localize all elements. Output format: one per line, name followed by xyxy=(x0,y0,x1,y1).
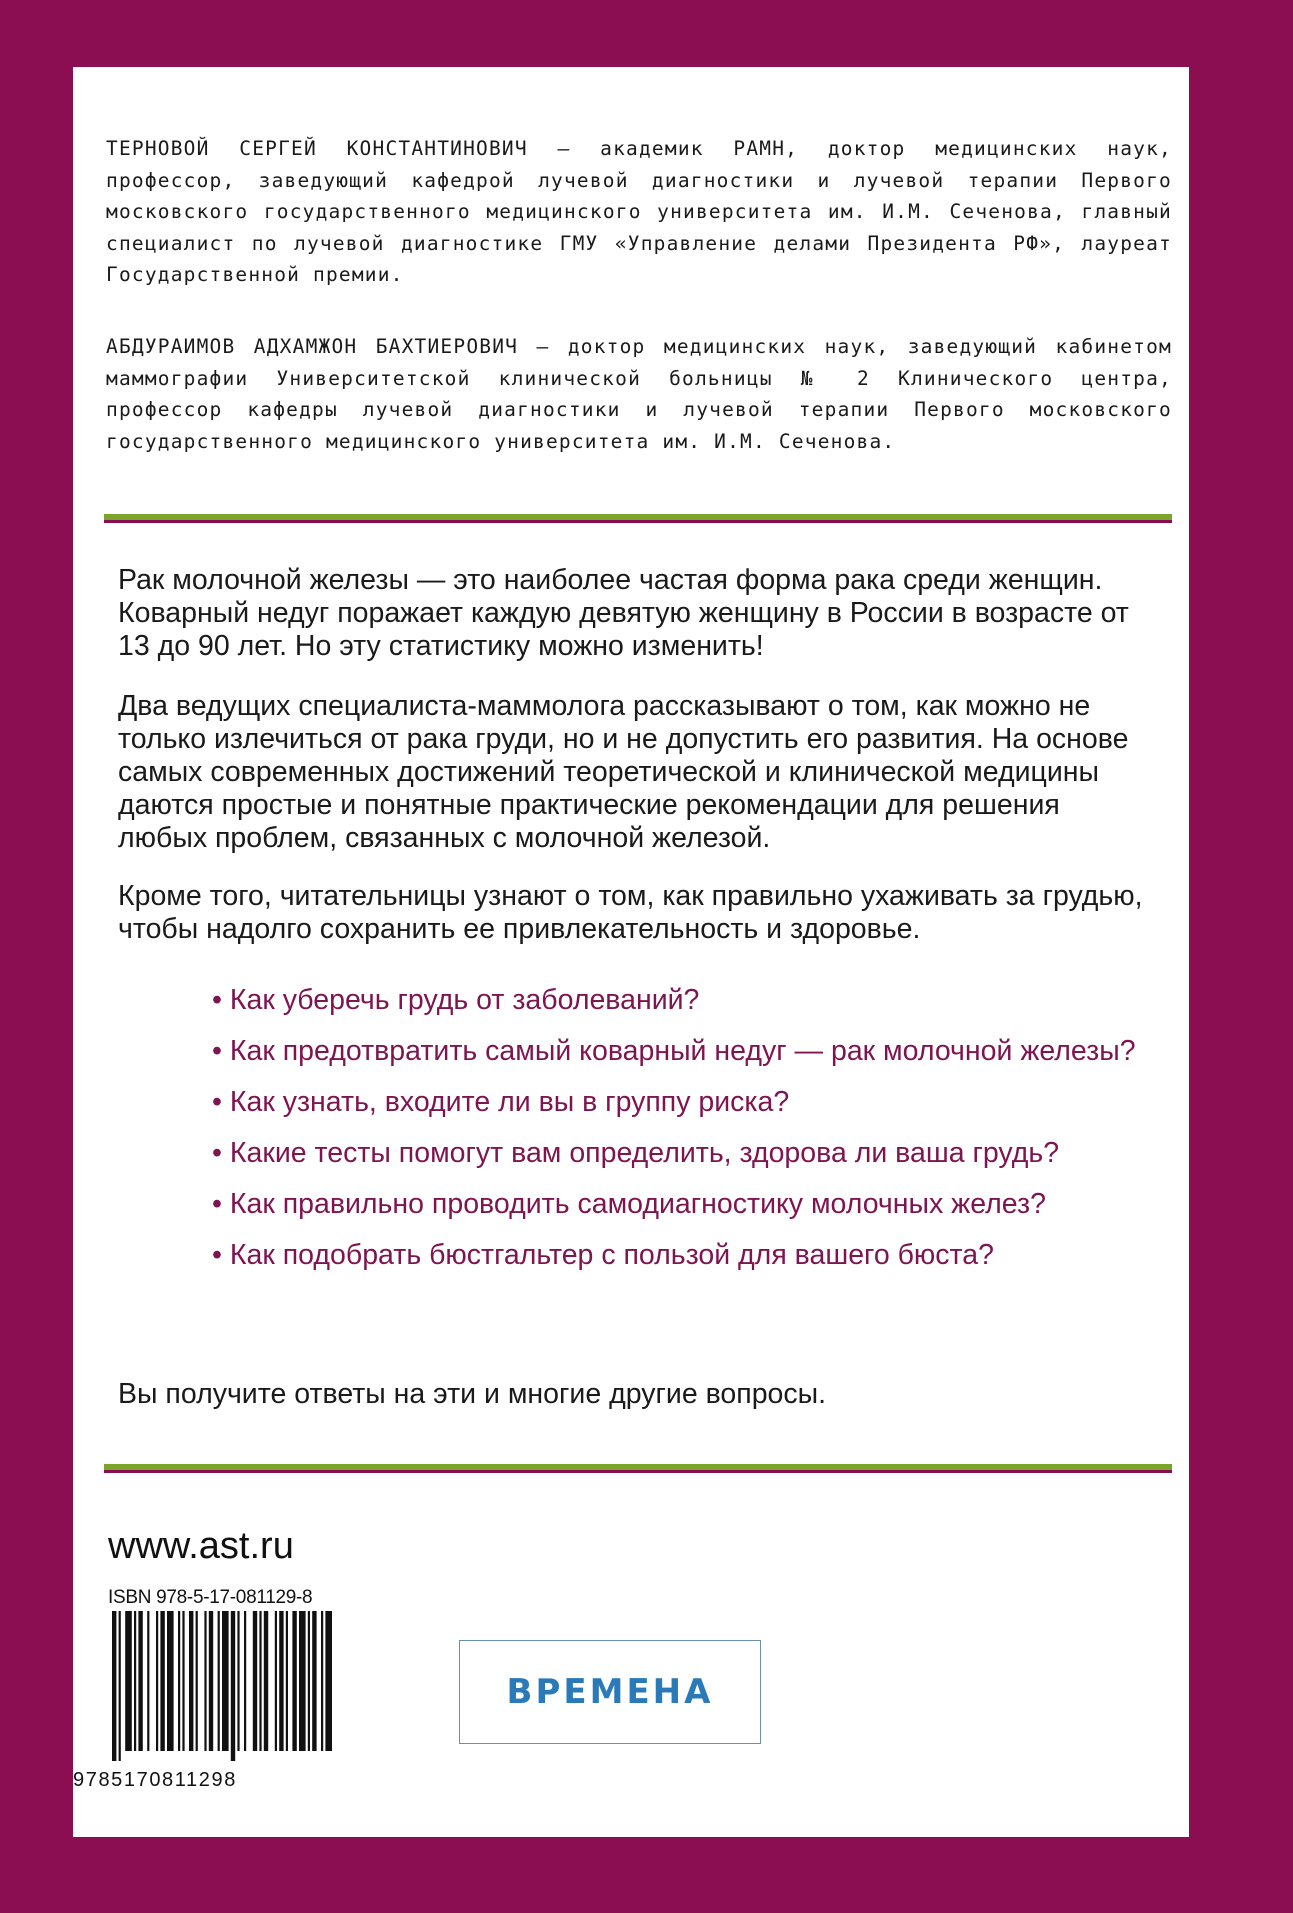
barcode-bar xyxy=(253,1611,257,1751)
isbn-number: ISBN 978-5-17-081129-8 xyxy=(108,1587,313,1608)
question-item: • Как подобрать бюстгальтер с пользой для вашего бюста? xyxy=(212,1239,994,1271)
barcode-bar xyxy=(299,1611,306,1751)
website-url: www.ast.ru xyxy=(108,1525,294,1567)
barcode-bar xyxy=(308,1611,310,1751)
barcode-bar xyxy=(218,1611,220,1751)
barcode-bar xyxy=(279,1611,283,1751)
barcode-bar xyxy=(231,1611,235,1761)
barcode-bar xyxy=(156,1611,158,1751)
barcode-bar xyxy=(112,1611,116,1761)
barcode-bar xyxy=(204,1611,206,1751)
description-paragraph-1: Рак молочной железы — это наиболее частая форма рака среди женщин. Коварный недуг поражает каждую девятую женщину в России в возрасте от 13 до 90 лет. Но эту статистику можно изменить! xyxy=(118,564,1129,662)
barcode-bar xyxy=(259,1611,261,1751)
barcode-bar xyxy=(222,1611,229,1751)
barcode-bar xyxy=(196,1611,198,1751)
barcode-bar xyxy=(286,1611,288,1751)
barcode-bar xyxy=(325,1611,332,1751)
barcode-bar xyxy=(147,1611,149,1751)
barcode-bar xyxy=(312,1611,316,1751)
barcode-bar xyxy=(134,1611,136,1751)
publisher-logo xyxy=(459,1640,761,1744)
barcode-bar xyxy=(237,1611,239,1751)
publisher-name: ВРЕМЕНА xyxy=(506,1672,714,1712)
question-item: • Как узнать, входите ли вы в группу риска? xyxy=(212,1086,790,1118)
description-paragraph-2: Два ведущих специалиста-маммолога рассказывают о том, как можно не только излечиться от рака груди, но и не допустить его развития. На основе самых современных достижений теоретической и клинической медицины даются простые и понятные практические рекомендации для решения любых проблем, связанных с молочной железой. xyxy=(118,690,1129,854)
barcode-bar xyxy=(182,1611,184,1751)
barcode-icon xyxy=(104,1611,344,1761)
question-item: • Как предотвратить самый коварный недуг — рак молочной железы? xyxy=(212,1035,1136,1067)
barcode-bar xyxy=(167,1611,174,1751)
question-item: • Как правильно проводить самодиагностику молочных желез? xyxy=(212,1188,1046,1220)
author-bio-ternovoy: ТЕРНОВОЙ СЕРГЕЙ КОНСТАНТИНОВИЧ — академик РАМН, доктор медицинских наук, профессор, заведующий кафедрой лучевой диагностики и лучевой терапии Первого московского государственного медицинского университета им. И.М. Сеченова, главный специалист по лучевой диагностике ГМУ «Управление делами Президента РФ», лауреат Государственной премии. xyxy=(106,137,1172,286)
barcode-bar xyxy=(244,1611,246,1751)
barcode-bar xyxy=(209,1611,213,1751)
barcode-bar xyxy=(189,1611,193,1751)
barcode-bar xyxy=(178,1611,180,1751)
barcode-bar xyxy=(125,1611,132,1751)
question-item: • Как уберечь грудь от заболеваний? xyxy=(212,984,700,1016)
barcode-bar xyxy=(138,1611,142,1751)
back-cover-page xyxy=(73,67,1189,1837)
closing-text: Вы получите ответы на эти и многие другие вопросы. xyxy=(118,1378,827,1410)
barcode-bar xyxy=(160,1611,164,1751)
barcode-bar xyxy=(292,1611,296,1751)
barcode-bar xyxy=(264,1611,268,1751)
author-bio-abduraimov: АБДУРАИМОВ АДХАМЖОН БАХТИЕРОВИЧ — доктор медицинских наук, заведующий кабинетом маммографии Университетской клинической больницы № 2 Клинического центра, профессор кафедры лучевой диагностики и лучевой терапии Первого московского государственного медицинского университета им. И.М. Сеченова. xyxy=(106,335,1172,453)
barcode-bar xyxy=(321,1611,323,1751)
barcode-bar xyxy=(119,1611,121,1761)
description-paragraph-3: Кроме того, читательницы узнают о том, как правильно ухаживать за грудью, чтобы надолго сохранить ее привлекательность и здоровье. xyxy=(118,880,1143,945)
question-list xyxy=(212,984,1152,1290)
divider-top xyxy=(104,514,1172,523)
barcode-bar xyxy=(275,1611,277,1751)
barcode-digits: 9785170811298 xyxy=(73,1769,237,1791)
divider-bottom xyxy=(104,1464,1172,1473)
question-item: • Какие тесты помогут вам определить, здорова ли ваша грудь? xyxy=(212,1137,1060,1169)
